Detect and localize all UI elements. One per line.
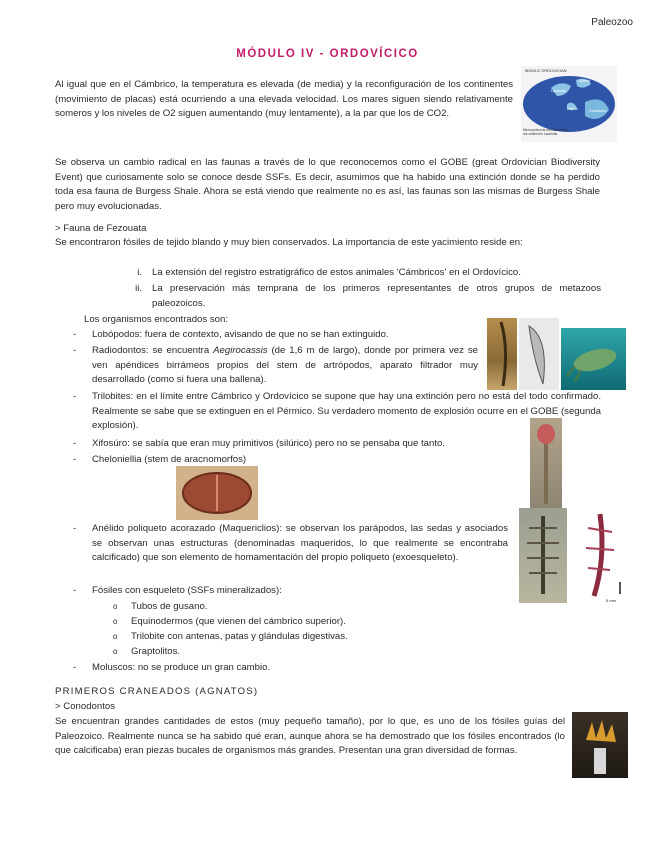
conodont-photo [572, 712, 628, 778]
cheloniellia-fossil-photo [176, 466, 258, 520]
item-moluscos: Moluscos: no se produce un gran cambio. [92, 662, 271, 673]
annelid-fossil-figure [519, 508, 567, 603]
circle-bullet: o [113, 602, 118, 611]
section-heading-craneados: PRIMEROS CRANEADOS (AGNATOS) [55, 686, 259, 697]
gobe-paragraph: Se observa un cambio radical en las faunas a través de lo que reconocemos como el GOBE (great Ordovician Biodiversity Event) que curiosamente solo se conoce desde SSFs. Es decir, asumimos que ha habido una extinción donde se ha perdido toda esa fauna de Burgess Shale. Ahora se está viendo que realmente no es así, las faunas son las mismas de Burgess Shale pero muy evolucionadas. [55, 157, 600, 212]
item-lobopodos: Lobópodos: fuera de contexto, avisando de que no se han extinguido. [92, 329, 389, 340]
page-title: MÓDULO IV - ORDOVÍCICO [236, 48, 419, 60]
conodontos-heading: > Conodontos [55, 701, 116, 712]
aegirocassis-reconstruction [561, 328, 626, 390]
dash-bullet: - [73, 523, 77, 534]
radiodontos-genus: Aegirocassis [213, 345, 268, 356]
map-title: MIDDLE ORDOVICIAN [525, 68, 567, 73]
conodontos-paragraph: Se encuentran grandes cantidades de estos (muy pequeño tamaño), por lo que, es uno de los fósiles guías del Paleozoico. Realmente nunca se ha sabido qué eran, aunque ahora se ha demostrado que los fósiles encontrados (lo que calcificaba) eran piezas bucales de organismos más grandes. Presentan una gran diversidad de formas. [55, 716, 565, 757]
reason-number: ii. [135, 283, 142, 294]
organisms-intro: Los organismos encontrados son: [84, 314, 228, 325]
xiphosura-figure [530, 418, 562, 508]
dash-bullet: - [73, 438, 77, 449]
conodont-figure [572, 712, 628, 778]
item-radiodontos [92, 344, 478, 388]
map-label-siberia: Siberia [579, 79, 590, 83]
fezouata-heading: > Fauna de Fezouata [55, 223, 147, 234]
dash-bullet: - [73, 662, 77, 673]
annelid-reconstruction-figure [570, 508, 628, 603]
item-cheloniellia: Cheloniellia (stem de aracnomorfos) [92, 454, 247, 465]
dash-bullet: - [73, 585, 77, 596]
scale-bar-label: 5 mm [606, 598, 616, 603]
lobopod-fossil-photo [487, 318, 517, 390]
radiodont-sketch [519, 318, 559, 390]
circle-bullet: o [113, 632, 118, 641]
sub-item: Equinodermos (que vienen del cámbrico superior). [131, 616, 346, 627]
reason-number: i. [137, 267, 142, 278]
item-trilobites: Trilobites: en el límite entre Cámbrico y Ordovícico se supone que hay una extinción pero no está del todo confirmado. Realmente se sabe que se extinguen en el Pérmico. Su verdadero momento de explosión ocurre en el GOBE (segunda explosión). [92, 391, 601, 432]
reason-text: La preservación más temprana de los primeros representantes de otros grupos de metazoos paleozoicos. [152, 283, 601, 309]
map-label-gondwana: Gondwana [589, 109, 606, 113]
circle-bullet: o [113, 617, 118, 626]
xiphosura-fossil-photo [530, 418, 562, 508]
page-header: Paleozoo [591, 17, 633, 28]
sub-item: Graptolitos. [131, 646, 181, 657]
intro-paragraph: Al igual que en el Cámbrico, la temperatura es elevada (de media) y la reconfiguración de los continentes (movimiento de placas) está ocurriendo a una elevada velocidad. Los mares siguen siendo relativamente someros y los niveles de O2 siguen aumentando (muy lentamente), a la par que los de CO2. [55, 79, 513, 120]
lobopod-fossil-figure [487, 318, 517, 390]
item-fosiles-esqueleto: Fósiles con esqueleto (SSFs mineralizados): [92, 585, 282, 596]
dash-bullet: - [73, 391, 77, 402]
cheloniellia-figure [176, 466, 258, 520]
sub-item: Tubos de gusano. [131, 601, 208, 612]
item-xifosuro: Xifosúro: se sabía que eran muy primitivos (silúrico) pero no se pensaba que tanto. [92, 438, 446, 449]
circle-bullet: o [113, 647, 118, 656]
item-anelido: Anélido poliqueto acorazado (Maquericlios): se observan los parápodos, las sedas y asociados se observan unas estructuras (denominadas maqueridos, lo que realmente se encontraba calcificado) que son elemento de homamentación del propio poliqueto (exoesqueleto). [92, 523, 508, 564]
radiodontos-text-b: (de 1,6 m de largo), donde por primera vez se ven apéndices birrámeos propios del stem de artrópodos, aparato filtrador muy desarrollado (como si fuera una ballena). [92, 345, 478, 386]
map-label-laurentia: Laurentia [551, 89, 566, 93]
fezouata-intro: Se encontraron fósiles de tejido blando y muy bien conservados. La importancia de este yacimiento reside en: [55, 237, 523, 248]
paleogeographic-map [521, 66, 617, 142]
map-caption: Microcontinents and island arcs are outlined in Laurentia [523, 128, 568, 136]
dash-bullet: - [73, 345, 77, 356]
reason-text: La extensión del registro estratigráfico de estos animales 'Cámbricos' en el Ordovícico. [152, 267, 521, 278]
dash-bullet: - [73, 454, 77, 465]
annelid-reconstruction [570, 508, 628, 603]
aegirocassis-figure [561, 328, 626, 390]
radiodont-figure [519, 318, 559, 390]
sub-item: Trilobite con antenas, patas y glándulas digestivas. [131, 631, 348, 642]
dash-bullet: - [73, 329, 77, 340]
map-label-baltica: Baltica [567, 107, 578, 111]
radiodontos-text-a: Radiodontos: se encuentra [92, 345, 210, 356]
annelid-fossil-photo [519, 508, 567, 603]
